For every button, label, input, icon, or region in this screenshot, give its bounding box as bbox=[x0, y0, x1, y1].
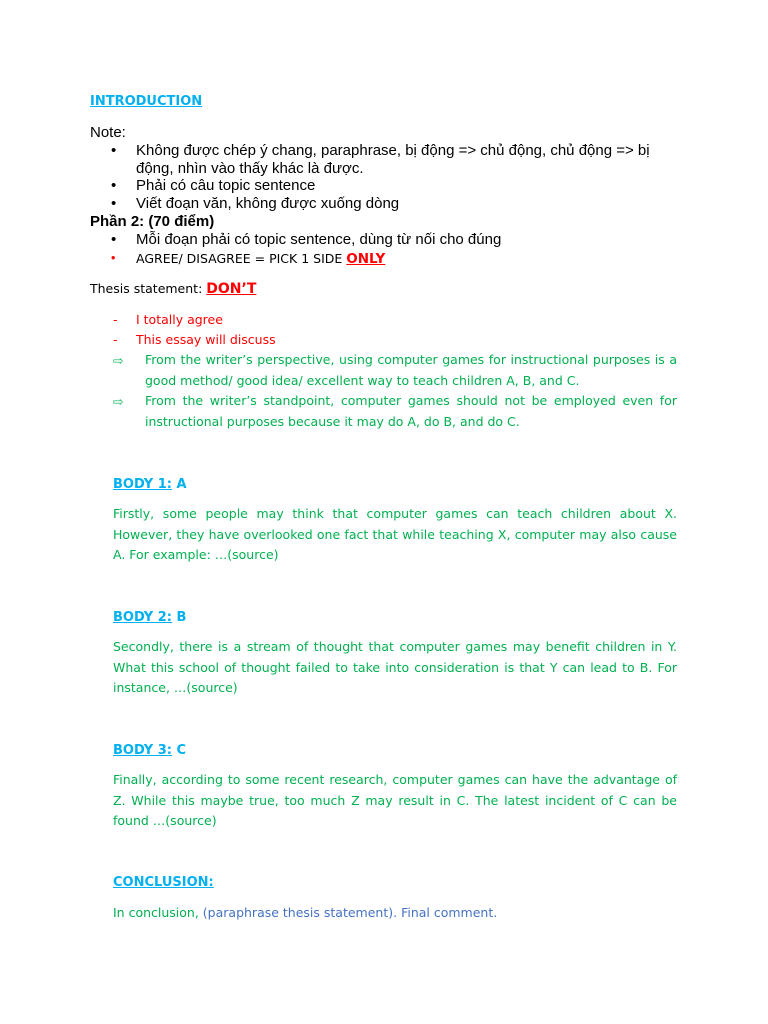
body2-text: Secondly, there is a stream of thought that computer games may benefit children in Y. What this school of thought failed to take into consideration is that Y can lead to B. For instance, …(source) bbox=[113, 639, 677, 695]
list-item: • Mỗi đoạn phải có topic sentence, dùng từ nối cho đúng bbox=[111, 231, 502, 248]
part2-label: Phần 2: (70 điểm) bbox=[90, 213, 215, 230]
dont-item-1-text: I totally agree bbox=[136, 312, 223, 327]
dont-item-1: - bbox=[113, 312, 118, 327]
arrow-icon: ⇨ bbox=[113, 353, 124, 368]
body1-heading-line: BODY 1: A bbox=[113, 477, 187, 492]
body2-heading-line: BODY 2: B bbox=[113, 610, 187, 625]
body3-text: Finally, according to some recent research, computer games can have the advantage of Z. While this maybe true, too much Z may result in C. The latest incident of C can be found …(source) bbox=[113, 772, 677, 828]
dont-item-2-text: This essay will discuss bbox=[136, 332, 276, 347]
intro-heading: INTRODUCTION bbox=[90, 94, 203, 109]
thesis-label-line: Thesis statement: DON’T bbox=[90, 281, 257, 297]
body2-heading: BODY 2: bbox=[113, 610, 172, 625]
arrow-icon: ⇨ bbox=[113, 394, 124, 409]
agree-line: • AGREE/ DISAGREE = PICK 1 SIDE ONLY bbox=[111, 251, 386, 267]
list-item: • Phải có câu topic sentence bbox=[111, 177, 316, 194]
body3-heading: BODY 3: bbox=[113, 743, 172, 758]
note-label: Note: bbox=[90, 124, 126, 141]
body1-heading: BODY 1: bbox=[113, 477, 172, 492]
note-list bbox=[111, 142, 666, 212]
conclusion-text: In conclusion, (paraphrase thesis statement). Final comment. bbox=[113, 905, 498, 920]
list-item: • Viết đoạn văn, không được xuống dòng bbox=[111, 194, 400, 212]
conclusion-heading: CONCLUSION: bbox=[113, 875, 214, 890]
list-item: • Không được chép ý chang, paraphrase, bị động => chủ động, chủ động => bị động, nhìn vào thấy khác là được. bbox=[111, 142, 650, 177]
part2-list bbox=[111, 231, 666, 249]
thesis-example-1: From the writer’s perspective, using computer games for instructional purposes is a good method/ good idea/ excellent way to teach children A, B, and C. bbox=[145, 352, 677, 388]
body1-text: Firstly, some people may think that computer games can teach children about X. However, they have overlooked one fact that while teaching X, computer may also cause A. For example: …(source) bbox=[113, 506, 677, 562]
bullet: • bbox=[111, 251, 116, 265]
body3-heading-line: BODY 3: C bbox=[113, 743, 187, 758]
dont-item-2: - bbox=[113, 332, 118, 347]
thesis-example-2: From the writer’s standpoint, computer games should not be employed even for instructional purposes because it may do A, do B, and do C. bbox=[145, 393, 677, 429]
